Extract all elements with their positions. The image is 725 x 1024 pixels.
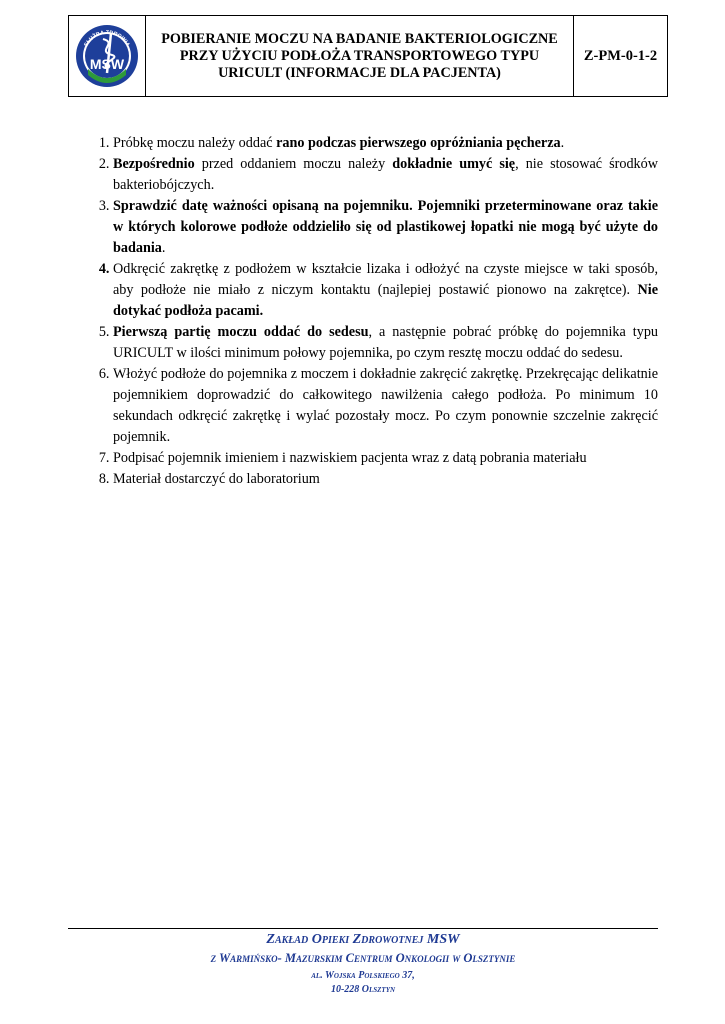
document-code: Z-PM-0-1-2	[583, 47, 658, 64]
instruction-text: przed oddaniem moczu należy	[194, 156, 393, 172]
instruction-item	[113, 322, 658, 364]
instruction-item	[113, 196, 658, 259]
instruction-item	[113, 448, 658, 469]
instruction-emphasis: Sprawdzić datę ważności opisaną na pojemniku. Pojemniki przeterminowane oraz takie w których kolorowe podłoże oddzieliło się od plastikowej łopatki nie mogą być użyte do badania	[113, 198, 658, 256]
instruction-text: Próbkę moczu należy oddać	[113, 135, 277, 151]
instructions-body	[88, 133, 658, 490]
footer	[68, 930, 658, 997]
instructions-list	[88, 133, 658, 490]
instruction-text: Materiał dostarczyć do laboratorium	[113, 471, 320, 487]
footer-divider	[68, 928, 658, 929]
logo-text: MSW	[89, 56, 125, 72]
instruction-text: , a następnie pobrać próbkę do pojemnika typu URICULT w ilości minimum połowy pojemnika, po czym resztę moczu oddać do sedesu.	[113, 324, 659, 361]
instruction-emphasis: Pierwszą partię moczu oddać do sedesu	[113, 324, 369, 340]
instruction-item	[113, 154, 658, 196]
instruction-emphasis: rano podczas pierwszego opróżniania pęcherza	[276, 135, 561, 151]
footer-center: z Warmińsko- Mazurskim Centrum Onkologii w Olsztynie	[210, 951, 516, 965]
document-title	[146, 16, 574, 96]
footer-postcode: 10-228 Olsztyn	[330, 984, 396, 995]
title-line: PRZY UŻYCIU PODŁOŻA TRANSPORTOWEGO TYPU	[179, 47, 540, 64]
instruction-emphasis: Bezpośrednio	[113, 156, 195, 172]
instruction-text: Odkręcić zakrętkę z podłożem w kształcie lizaka i odłożyć na czyste miejsce w taki sposób, aby podłoże nie miało z niczym kontaktu (najlepiej postawić pionowo na zakrętce).	[113, 261, 658, 298]
instruction-text: Włożyć podłoże do pojemnika z moczem i dokładnie zakręcić zakrętkę. Przekręcając delikatnie pojemnikiem doprowadzić do całkowitego nawilżenia całego podłoża. Po minimum 10 sekundach odkręcić zakrętkę i wylać pozostały mocz. Po czym ponownie szczelnie zakręcić pojemnik.	[113, 366, 658, 445]
msw-logo-icon	[74, 23, 140, 89]
instruction-text: .	[560, 135, 565, 151]
instruction-text: .	[161, 240, 166, 256]
logo-arc-text: SŁUŻBA ZDROWIA	[83, 29, 131, 48]
instruction-item	[113, 259, 658, 322]
instruction-text: , nie stosować środków bakteriobójczych.	[113, 156, 658, 193]
footer-address: al. Wojska Polskiego 37,	[311, 970, 415, 981]
instruction-item	[113, 364, 658, 448]
instruction-emphasis: Nie dotykać podłoża pacami.	[113, 282, 658, 319]
instruction-emphasis: dokładnie umyć się	[392, 156, 516, 172]
instruction-item	[113, 133, 658, 154]
instruction-text: Podpisać pojemnik imieniem i nazwiskiem pacjenta wraz z datą pobrania materiału	[113, 450, 587, 466]
document-header	[68, 15, 668, 97]
instruction-item	[113, 469, 658, 490]
title-line: POBIERANIE MOCZU NA BADANIE BAKTERIOLOGICZNE	[161, 30, 558, 47]
title-line: URICULT (INFORMACJE DLA PACJENTA)	[218, 64, 501, 81]
footer-institution: Zakład Opieki Zdrowotnej MSW	[266, 932, 460, 947]
logo-cell	[69, 16, 146, 96]
